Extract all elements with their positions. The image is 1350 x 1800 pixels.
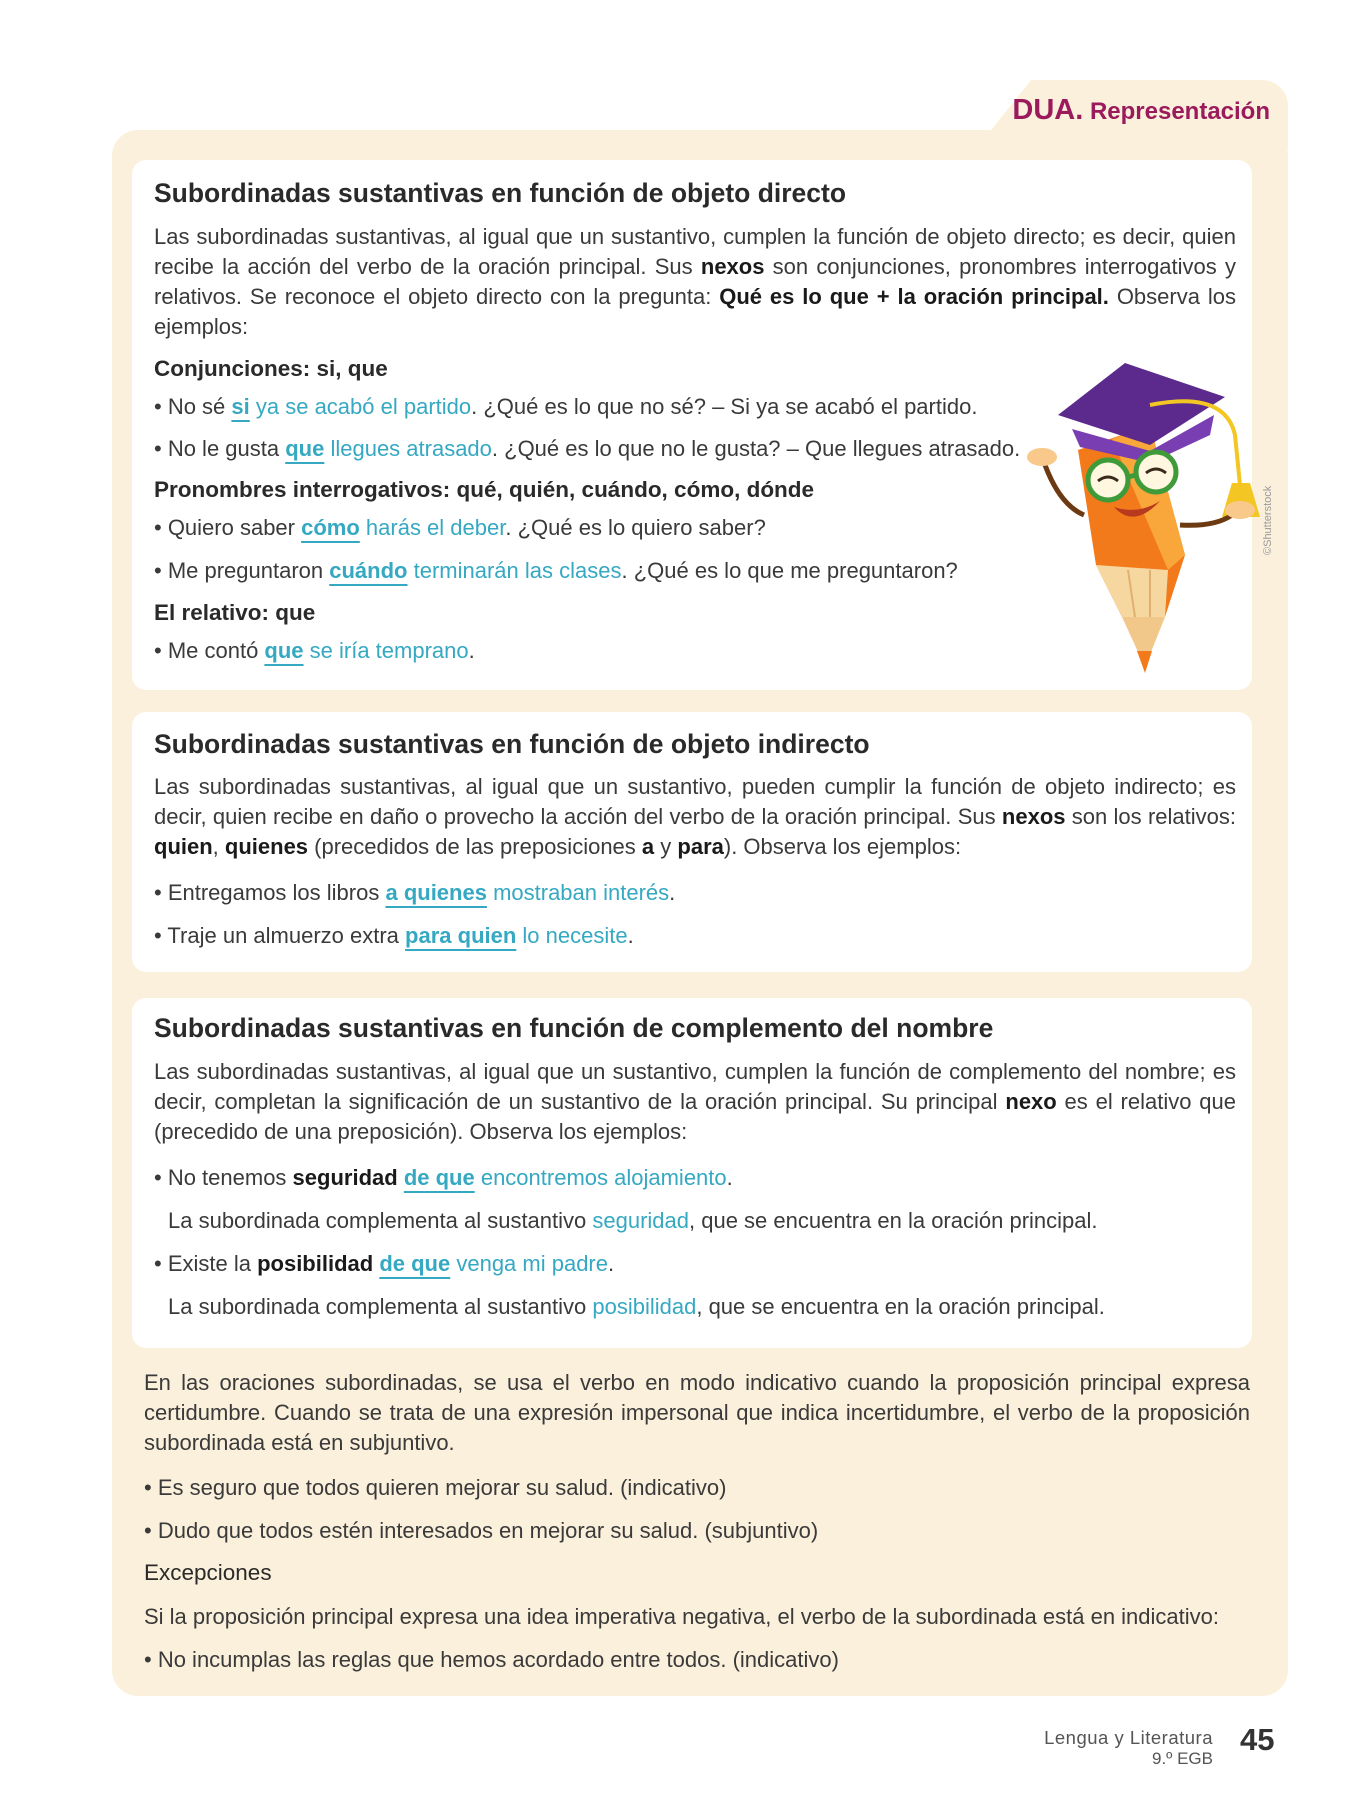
pencil-mascot-illustration [1000, 355, 1290, 690]
example-line: • Me preguntaron cuándo terminarán las clases. ¿Qué es lo que me preguntaron? [154, 558, 958, 583]
exceptions-text: Si la proposición principal expresa una idea imperativa negativa, el verbo de la subordinada está en indicativo: [144, 1604, 1219, 1629]
exceptions-heading: Excepciones [144, 1560, 272, 1585]
section-title-noun-complement: Subordinadas sustantivas en función de complemento del nombre [154, 1013, 994, 1043]
footer-grade: 9.º EGB [1151, 1749, 1213, 1768]
section-title-direct-object: Subordinadas sustantivas en función de objeto directo [154, 178, 847, 208]
image-credit: ©Shutterstock [1262, 485, 1274, 555]
example-line: • Traje un almuerzo extra para quien lo necesite. [154, 923, 634, 948]
section-intro-indirect-object: Las subordinadas sustantivas, al igual que un sustantivo, pueden cumplir la función de objeto indirecto; es decir, quien recibe en daño o provecho la acción del verbo de la oración principal. Sus nexos son los relativos: quien, quienes (precedidos de las preposiciones a y para). Observa los ejemplos: [154, 774, 1236, 859]
example-line: • Quiero saber cómo harás el deber. ¿Qué es lo quiero saber? [154, 515, 766, 540]
example-note: La subordinada complementa al sustantivo seguridad, que se encuentra en la oración principal. [168, 1208, 1098, 1233]
subheading-interrogative-pronouns: Pronombres interrogativos: qué, quién, cuándo, cómo, dónde [154, 477, 815, 502]
section-intro-direct-object: Las subordinadas sustantivas, al igual que un sustantivo, cumplen la función de objeto directo; es decir, quien recibe la acción del verbo de la oración principal. Sus nexos son conjunciones, pronombres interrogativos y relativos. Se reconoce el objeto directo con la pregunta: Qué es lo que + la oración principal. Observa los ejemplos: [154, 224, 1236, 339]
example-line: • No tenemos seguridad de que encontremos alojamiento. [154, 1165, 733, 1190]
example-line: • Me contó que se iría temprano. [154, 638, 475, 663]
example-note: La subordinada complementa al sustantivo posibilidad, que se encuentra en la oración principal. [168, 1294, 1105, 1319]
dua-header [1012, 94, 1270, 127]
dua-label: DUA. [1012, 94, 1084, 126]
example-line: • Existe la posibilidad de que venga mi padre. [154, 1251, 615, 1276]
subheading-conjunctions: Conjunciones: si, que [154, 356, 388, 381]
mood-explanation: En las oraciones subordinadas, se usa el verbo en modo indicativo cuando la proposición principal expresa certidumbre. Cuando se trata de una expresión impersonal que indica incertidumbre, el verbo de la proposición subordinada está en subjuntivo. [144, 1370, 1250, 1455]
section-intro-noun-complement: Las subordinadas sustantivas, al igual que un sustantivo, cumplen la función de complemento del nombre; es decir, completan la significación de un sustantivo de la oración principal. Su principal nexo es el relativo que (precedido de una preposición). Observa los ejemplos: [154, 1059, 1237, 1144]
subheading-relative: El relativo: que [154, 600, 316, 625]
page-number: 45 [1240, 1722, 1275, 1757]
section-title-indirect-object: Subordinadas sustantivas en función de objeto indirecto [154, 729, 870, 759]
example-line: • Entregamos los libros a quienes mostraban interés. [154, 880, 676, 905]
example-line: • No le gusta que llegues atrasado. ¿Qué es lo que no le gusta? – Que llegues atrasado. [154, 436, 1021, 461]
example-line: • No sé si ya se acabó el partido. ¿Qué es lo que no sé? – Si ya se acabó el partido. [154, 394, 978, 419]
footer-subject: Lengua y Literatura [1044, 1727, 1213, 1748]
dua-category: Representación [1089, 98, 1270, 125]
example-line: • Dudo que todos estén interesados en mejorar su salud. (subjuntivo) [144, 1518, 819, 1543]
example-line: • No incumplas las reglas que hemos acordado entre todos. (indicativo) [144, 1647, 839, 1672]
example-line: • Es seguro que todos quieren mejorar su salud. (indicativo) [144, 1475, 727, 1500]
